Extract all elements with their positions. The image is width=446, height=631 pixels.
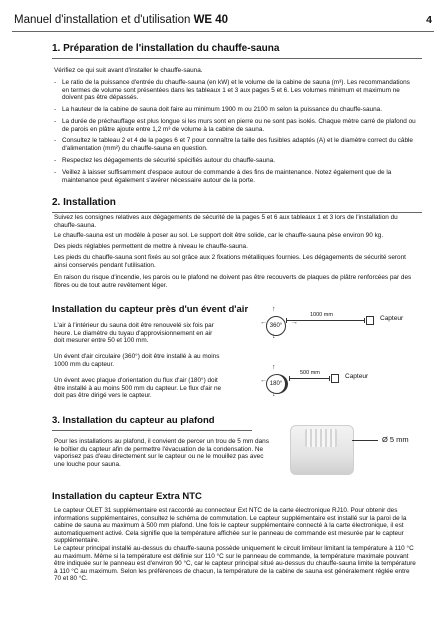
section-4-heading: Installation du capteur Extra NTC (52, 491, 202, 502)
bullet-item: - Veillez à laisser suffisamment d'espace autour de commande à des fins de maintenance. Notez également que de la maintenance peut également s'avérer nécessaire autour de la porte. (54, 169, 392, 184)
hole-diameter-label: Ø 5 mm (382, 435, 409, 444)
section-2-heading: 2. Installation (52, 196, 422, 213)
vent-180-symbol: 180° (266, 374, 288, 394)
arrow-right-icon: → (291, 319, 298, 326)
air-vent-paragraph: Un évent d'air circulaire (360°) doit être installé à au moins 1000 mm du capteur. (54, 353, 220, 368)
section-4-paragraph: Le capteur OLET 31 supplémentaire est raccordé au connecteur Ext NTC de la carte électronique RJ10. Pour obtenir des informations supplémentaires, consultez le schéma de commutation. Le capteur supplémentaire est installé sur la paroi de la cabine de sauna au maximum à 500 mm plafond. Une fois le capteur supplémentaire connecté à la carte électronique, il est automatiquement activé. Cela signifie que la température affichée sur le panneau de commande est mesurée par le capteur supplémentaire. Le capteur principal installé au-dessus du chauffe-sauna possède uniquement le circuit limiteur limitant la température à 110 °C au maximum. Même si la température est définie sur 110 °C sur le panneau de commande, la température maximale pouvant être indiquée sur le panneau est d'environ 90 °C, car le capteur principal situé au-dessus du chauffe-sauna limite la température à 110 °C au maximum. Selon les préférences de chacun, la température de la cabine de sauna est généralement réglée entre 70 et 80 °C. (54, 507, 416, 583)
arrow-up-icon: ↑ (272, 364, 276, 371)
air-vent-paragraph: Un évent avec plaque d'orientation du flux d'air (180°) doit être installé à au moins 500 mm du capteur. Le flux d'air ne doit pas être dirigé vers le capteur. (54, 377, 222, 400)
sensor-label: Capteur (345, 373, 369, 380)
page-number: 4 (426, 14, 432, 26)
dimension-tick (364, 318, 365, 323)
sensor-photo (290, 425, 354, 475)
section-3-heading: 3. Installation du capteur au plafond (52, 414, 252, 431)
page-header (14, 14, 434, 32)
section-2-paragraph: Le chauffe-sauna est un modèle à poser au sol. Le support doit être solide, car le chauffe-sauna pèse environ 90 kg. (54, 232, 384, 239)
sensor-icon (331, 374, 339, 383)
distance-label: 1000 mm (310, 312, 333, 318)
dimension-tick (329, 376, 330, 381)
arrow-down-icon: ↓ (272, 391, 276, 398)
dimension-line (286, 320, 364, 321)
air-vent-paragraph: L'air à l'intérieur du sauna doit être renouvelé six fois par heure. Le diamètre du tuyau d'approvisionnement en air doit mesurer entre 50 et 100 mm. (54, 322, 214, 345)
bullet-item: - La durée de préchauffage est plus longue si les murs sont en pierre ou ne sont pas isolés. Chaque mètre carré de plafond ou de parois en plâtre ajoute entre 1,2 m³ de volume à la cabine de sauna. (54, 118, 416, 133)
section-3-paragraph: Pour les installations au plafond, il convient de percer un trou de 5 mm dans le boîtier du capteur afin de permettre l'évacuation de la condensation. Ne vaporisez pas d'eau directement sur le capteur ou ne le mouillez pas avec une louche pour sauna. (54, 438, 269, 468)
dimension-line (289, 378, 329, 379)
section-1-heading: 1. Préparation de l'installation du chauffe-sauna (52, 42, 422, 59)
vent-360-symbol: 360° (266, 316, 286, 336)
section-1-intro: Vérifiez ce qui suit avant d'installer le chauffe-sauna. (54, 67, 203, 74)
section-2-paragraph: En raison du risque d'incendie, les parois ou le plafond ne doivent pas être recouverts de plaques de plâtre renforcées par des fibres ou de tout autre revêtement léger. (54, 274, 412, 289)
arrow-down-icon: ↓ (272, 333, 276, 340)
bullet-item: - Respectez les dégagements de sécurité spécifiés autour du chauffe-sauna. (54, 157, 276, 164)
section-2-paragraph: Des pieds réglables permettent de mettre à niveau le chauffe-sauna. (54, 243, 248, 250)
section-2-paragraph: Les pieds du chauffe-sauna sont fixés au sol grâce aux 2 fixations métalliques fournies. Les dégagements de sécurité seront ainsi conservés pendant l'utilisation. (54, 254, 406, 269)
arrow-left-icon: ← (260, 377, 267, 384)
header-rule (12, 31, 434, 32)
bullet-item: - Consultez le tableau 2 et 4 de la pages 6 et 7 pour connaître la taille des fusibles adaptés (A) et le diamètre correct du câble d'alimentation (mm²) du chauffe-sauna en question. (54, 137, 413, 152)
sensor-icon (366, 316, 374, 325)
air-vent-heading: Installation du capteur près d'un évent d'air (52, 304, 249, 315)
sensor-label: Capteur (380, 315, 404, 322)
bullet-item: - Le ratio de la puissance d'entrée du chauffe-sauna (en kW) et le volume de la cabine de sauna (m³). Les recommandations en termes de volume sont présentées dans les tableaux 1 et 3 aux pages 5 et 6. Les volumes minimum et maximum ne doivent pas être dépassés. (54, 79, 410, 102)
document-title: Manuel d'installation et d'utilisation WE 40 (14, 14, 229, 26)
arrow-up-icon: ↑ (272, 306, 276, 313)
section-2-paragraph: Suivez les consignes relatives aux dégagements de sécurité de la pages 5 et 6 aux tableaux 1 et 3 lors de l'installation du chauffe-sauna. (54, 214, 398, 229)
distance-label: 500 mm (300, 370, 320, 376)
pointer-line (352, 440, 378, 441)
arrow-left-icon: ← (260, 319, 267, 326)
bullet-item: - La hauteur de la cabine de sauna doit faire au minimum 1900 m ou 2100 m selon la puissance du chauffe-sauna. (54, 106, 382, 113)
